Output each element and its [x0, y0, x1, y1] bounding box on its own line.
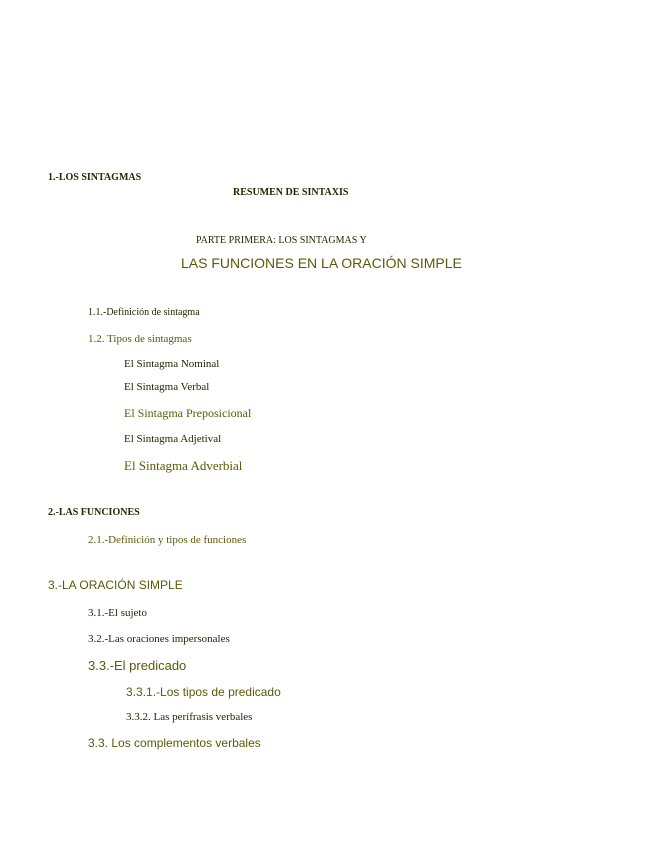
section-3-heading: 3.-LA ORACIÓN SIMPLE [48, 578, 183, 592]
section-2-heading: 2.-LAS FUNCIONES [48, 507, 140, 518]
sintagma-preposicional: El Sintagma Preposicional [124, 406, 252, 420]
item-3-3-2: 3.3.2. Las perífrasis verbales [126, 711, 253, 723]
part-title-line1: PARTE PRIMERA: LOS SINTAGMAS Y [196, 235, 367, 246]
item-3-3: 3.3.-El predicado [88, 658, 187, 673]
item-1-2: 1.2. Tipos de sintagmas [88, 333, 192, 345]
item-2-1: 2.1.-Definición y tipos de funciones [88, 534, 247, 546]
item-3-1: 3.1.-El sujeto [88, 607, 147, 619]
sintagma-adverbial: El Sintagma Adverbial [124, 458, 243, 473]
item-1-1: 1.1.-Definición de sintagma [88, 307, 200, 318]
sintagma-adjetival: El Sintagma Adjetival [124, 433, 222, 445]
item-3-3-1: 3.3.1.-Los tipos de predicado [126, 685, 281, 699]
part-title-line2: LAS FUNCIONES EN LA ORACIÓN SIMPLE [181, 255, 462, 271]
summary-title: RESUMEN DE SINTAXIS [233, 187, 349, 198]
sintagma-nominal: El Sintagma Nominal [124, 358, 220, 370]
sintagma-verbal: El Sintagma Verbal [124, 381, 210, 393]
item-3-3-complementos: 3.3. Los complementos verbales [88, 736, 261, 750]
item-3-2: 3.2.-Las oraciones impersonales [88, 633, 230, 645]
section-1-heading: 1.-LOS SINTAGMAS [48, 172, 142, 183]
